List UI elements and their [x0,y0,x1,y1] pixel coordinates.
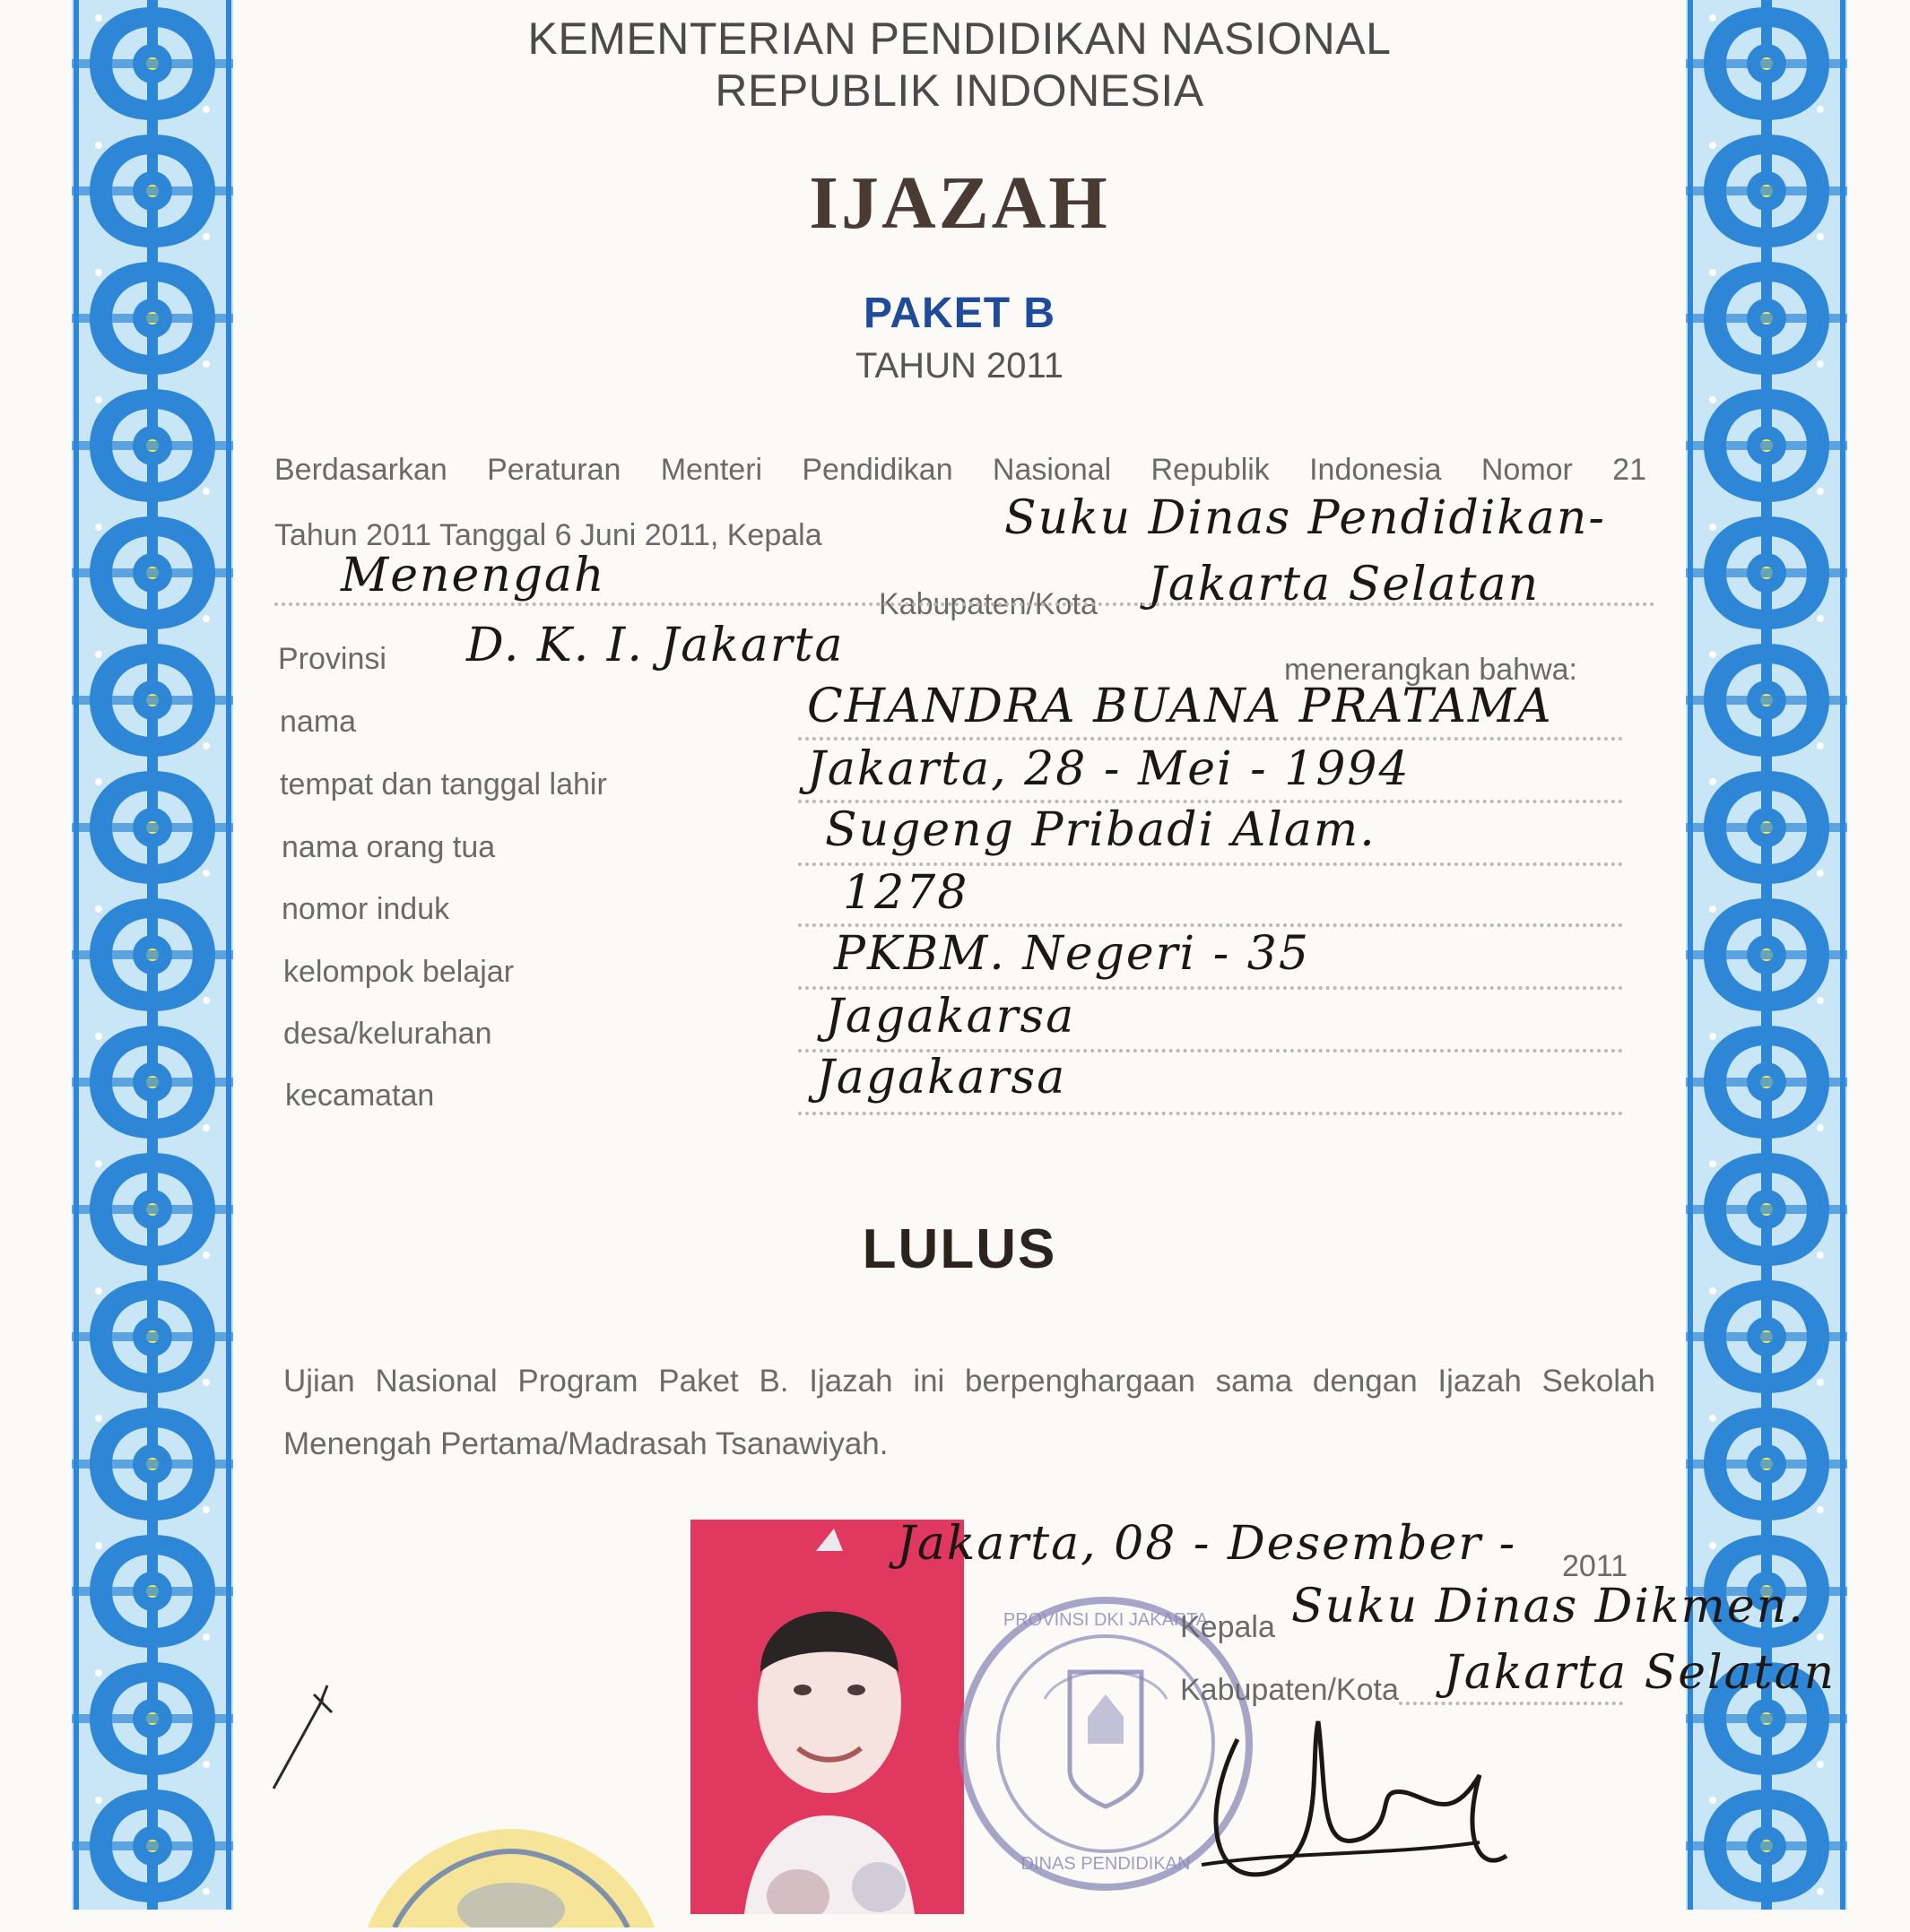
program-year: TAHUN 2011 [855,346,1064,386]
signing-kepala-label: Kepala [1180,1610,1275,1644]
stamp-top-text: PROVINSI DKI JAKARTA [1003,1610,1209,1630]
closing-statement: Ujian Nasional Program Paket B. Ijazah ini berpenghargaan sama dengan Ijazah Sekolah Menengah Pertama/Madrasah Tsanawiyah. [283,1364,1655,1461]
field-label-nama: nama [280,705,357,739]
stamp-bottom-text: DINAS PENDIDIKAN [1020,1854,1191,1874]
provinsi-label: Provinsi [278,642,386,676]
signature [1184,1685,1560,1910]
ministry-heading [233,13,1686,117]
provinsi-handwritten: D. K. I. Jakarta [466,619,845,672]
field-label-desa: desa/kelurahan [283,1017,492,1051]
kabupaten-handwritten: Jakarta Selatan [1148,558,1541,611]
field-label-kecamatan: kecamatan [285,1079,435,1113]
kepala-handwritten-continued: Menengah [341,549,606,602]
student-photo [690,1520,964,1914]
dotted-line [798,737,1623,741]
kepala-handwritten: Suku Dinas Pendidikan- [1004,491,1606,545]
field-label-ttl: tempat dan tanggal lahir [280,767,607,801]
field-label-nomor-induk: nomor induk [282,892,450,926]
field-value-nama: CHANDRA BUANA PRATAMA [807,680,1553,733]
result-status: LULUS [862,1218,1057,1280]
signing-kabupaten-label: Kabupaten/Kota [1180,1673,1399,1707]
ministry-line-2: REPUBLIK INDONESIA [715,65,1204,116]
field-value-kecamatan: Jagakarsa [816,1051,1067,1105]
field-value-desa: Jagakarsa [825,990,1076,1044]
field-value-kelompok: PKBM. Negeri - 35 [834,927,1310,981]
signing-kabupaten-handwritten: Jakarta Selatan [1444,1646,1836,1700]
intro-line-2: Tahun 2011 Tanggal 6 Juni 2011, Kepala [274,518,822,552]
field-value-orang-tua: Sugeng Pribadi Alam. [825,803,1376,857]
program-name: PAKET B [863,290,1056,337]
intro-line-1: Berdasarkan Peraturan Menteri Pendidikan Nasional Republik Indonesia Nomor 21 [274,453,1646,487]
field-label-kelompok: kelompok belajar [283,955,515,989]
garuda-emblem [359,1802,664,1928]
signing-kepala-handwritten: Suku Dinas Dikmen. [1291,1580,1805,1633]
certificate-sheet [233,0,1836,1910]
dotted-line [798,1112,1623,1115]
signing-year: 2011 [1562,1549,1628,1583]
signing-place-date: Jakarta, 08 - Desember - [897,1517,1517,1571]
field-label-orang-tua: nama orang tua [282,830,496,864]
menerangkan-text: menerangkan bahwa: [1284,653,1578,687]
decorative-border-left [72,0,233,1910]
field-value-nomor-induk: 1278 [843,866,969,920]
dotted-line [274,602,1655,606]
certificate-title: IJAZAH [809,161,1110,245]
ministry-line-1: KEMENTERIAN PENDIDIKAN NASIONAL [527,13,1392,64]
field-value-ttl: Jakarta, 28 - Mei - 1994 [807,742,1411,796]
kabupaten-label: Kabupaten/Kota [879,587,1098,621]
pen-mark [269,1676,341,1793]
